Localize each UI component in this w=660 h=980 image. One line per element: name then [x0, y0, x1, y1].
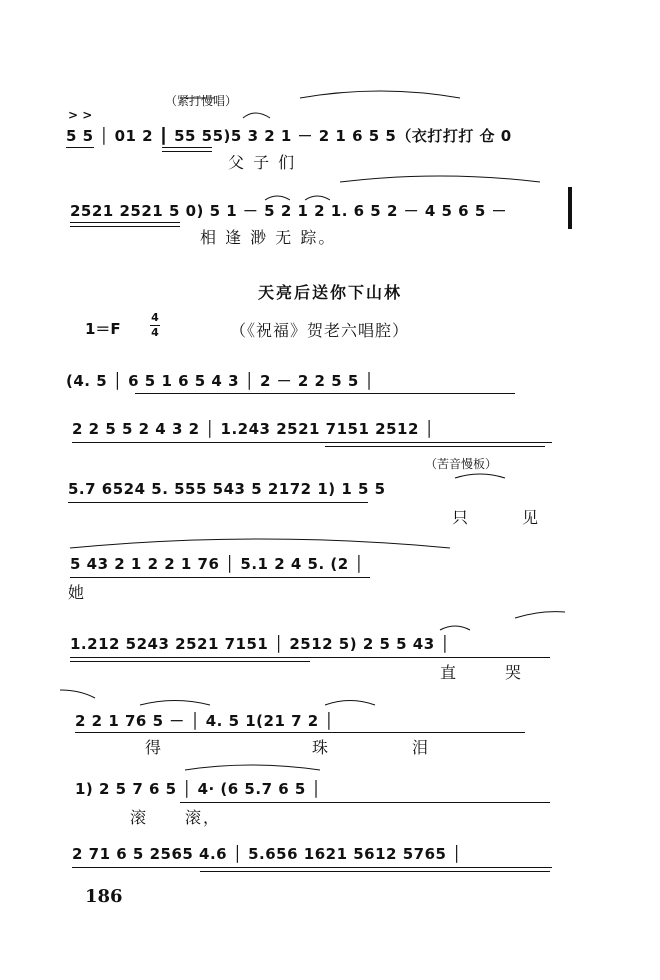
lyric-word: 滚 — [130, 808, 149, 827]
lyric-word: 直 — [440, 663, 459, 682]
notation-line: 5 43 2 1 2 2 1 76 │ 5.1 2 4 5. (2 │ — [70, 555, 364, 573]
page-number: 186 — [85, 886, 123, 907]
key-signature: 1＝F — [85, 320, 121, 338]
lyric-line: 父 子 们 — [228, 153, 297, 172]
lyric-word: 只 — [452, 508, 471, 527]
notation-line: 1.212 5243 2521 7151 │ 2512 5) 2 5 5 43 │ — [70, 635, 450, 653]
tempo-marking: （紧打慢唱） — [165, 94, 238, 108]
song-title: 天亮后送你下山林 — [257, 283, 402, 302]
notation-line: 5 5 │ 01 2 ┃ 55 55)5 3 2 1 － 2 1 6 5 5（衣打打打 仓 0 — [66, 127, 512, 145]
lyric-word: 珠 — [312, 738, 331, 757]
notation-line: 2 2 5 5 2 4 3 2 │ 1.243 2521 7151 2512 │ — [72, 420, 435, 438]
song-subtitle: （《祝福》贺老六唱腔） — [230, 321, 410, 340]
accent-marks: > > — [68, 108, 93, 122]
lyric-word: 见 — [522, 508, 541, 527]
lyric-word: 得 — [145, 738, 164, 757]
lyric-word: 哭 — [505, 663, 524, 682]
lyric-word: 滚， — [185, 808, 222, 827]
tempo-marking: （苦音慢板） — [425, 457, 498, 471]
notation-line: 2521 2521 5 0) 5 1 － 5 2 1 2 1. 6 5 2 － 4 5 6 5 － — [70, 202, 507, 220]
lyric-line: 相 逢 渺 无 踪。 — [200, 228, 337, 247]
notation-line: 1) 2 5 7 6 5 │ 4· (6 5.7 6 5 │ — [75, 780, 322, 798]
notation-line: (4. 5 │ 6 5 1 6 5 4 3 │ 2 － 2 2 5 5 │ — [66, 372, 375, 390]
lyric-word: 她 — [68, 583, 87, 602]
notation-line: 2 71 6 5 2565 4.6 │ 5.656 1621 5612 5765 │ — [72, 845, 462, 863]
notation-line: 5.7 6524 5. 555 543 5 2172 1) 1 5 5 — [68, 480, 386, 498]
time-signature: 4 4 — [151, 311, 159, 339]
notation-line: 2 2 1 76 5 － │ 4. 5 1(21 7 2 │ — [75, 712, 334, 730]
lyric-word: 泪 — [412, 738, 431, 757]
